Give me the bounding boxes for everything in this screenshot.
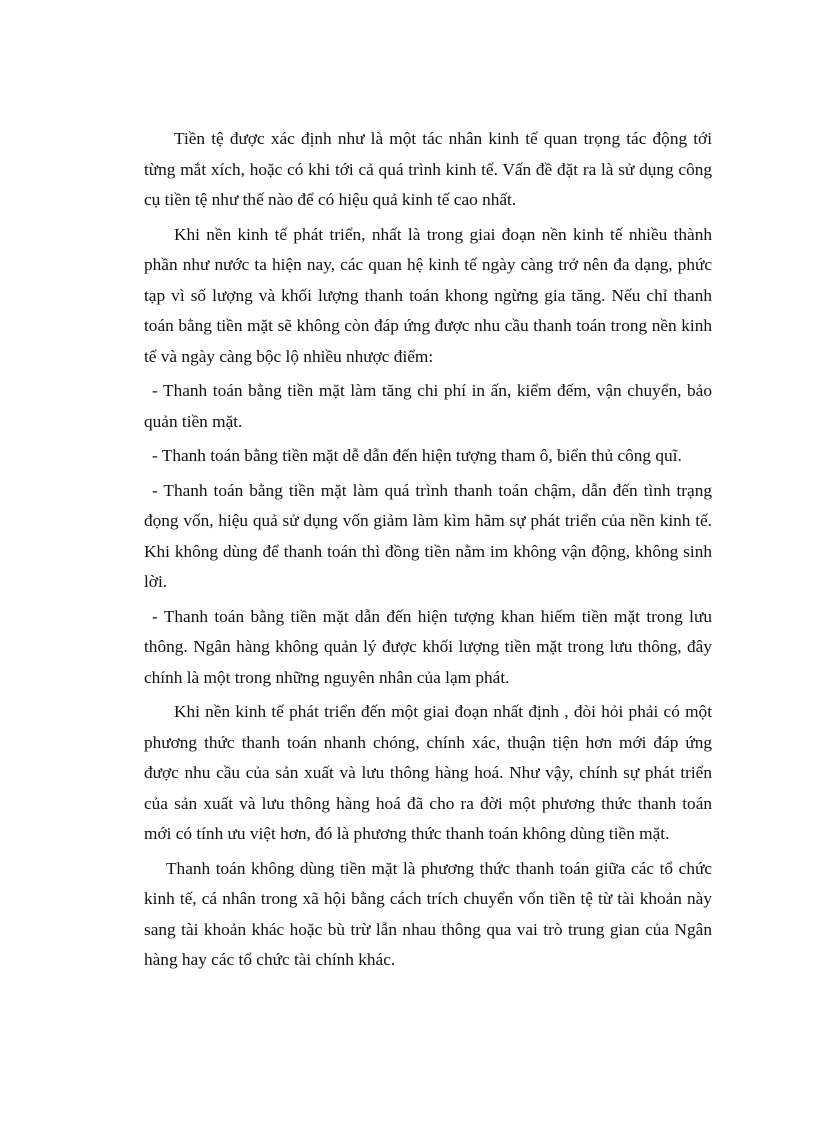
- paragraph-new-method: Khi nền kinh tế phát triển đến một giai đoạn nhất định , đòi hỏi phải có một phương thức thanh toán nhanh chóng, chính xác, thuận tiện hơn mới đáp ứng được nhu cầu của sản xuất và lưu thông hàng hoá. Như vậy, chính sự phát triển của sản xuất và lưu thông hàng hoá đã cho ra đời một phương thức thanh toán mới có tính ưu việt hơn, đó là phương thức thanh toán không dùng tiền mặt.: [144, 702, 712, 843]
- bullet-slow-payment: - Thanh toán bằng tiền mặt làm quá trình thanh toán chậm, dẫn đến tình trạng đọng vốn, hiệu quả sử dụng vốn giảm làm kìm hãm sự phát triển của nền kinh tế. Khi không dùng để thanh toán thì đồng tiền nằm im không vận động, không sinh lời.: [144, 480, 712, 591]
- paragraph-intro: Tiền tệ được xác định như là một tác nhân kinh tế quan trọng tác động tới từng mắt xích, hoặc có khi tới cả quá trình kinh tế. Vấn đề đặt ra là sử dụng công cụ tiền tệ như thế nào để có hiệu quả kinh tế cao nhất.: [144, 129, 712, 209]
- bullet-cash-shortage: - Thanh toán bằng tiền mặt dẫn đến hiện tượng khan hiếm tiền mặt trong lưu thông. Ngân hàng không quản lý được khối lượng tiền mặt trong lưu thông, đây chính là một trong những nguyên nhân của lạm phát.: [144, 606, 712, 687]
- paragraph-economy-development: Khi nền kinh tế phát triển, nhất là trong giai đoạn nền kinh tế nhiều thành phần như nước ta hiện nay, các quan hệ kinh tế ngày càng trở nên đa dạng, phức tạp vì số lượng và khối lượng thanh toán khong ngừng gia tăng. Nếu chỉ thanh toán bằng tiền mặt sẽ không còn đáp ứng được nhu cầu thanh toán trong nền kinh tế và ngày càng bộc lộ nhiều nhược điểm:: [144, 224, 712, 366]
- bullet-printing-cost: - Thanh toán bằng tiền mặt làm tăng chi phí in ấn, kiểm đếm, vận chuyển, bảo quản tiền mặt.: [144, 381, 712, 431]
- bullet-embezzlement: - Thanh toán bằng tiền mặt dễ dẫn đến hiện tượng tham ô, biển thủ công quĩ.: [152, 446, 682, 465]
- document-page: [144, 124, 712, 980]
- paragraph-definition: Thanh toán không dùng tiền mặt là phương thức thanh toán giữa các tổ chức kinh tế, cá nhân trong xã hội bằng cách trích chuyển vốn tiền tệ từ tài khoản này sang tài khoản khác hoặc bù trừ lẫn nhau thông qua vai trò trung gian của Ngân hàng hay các tổ chức tài chính khác.: [144, 858, 712, 969]
